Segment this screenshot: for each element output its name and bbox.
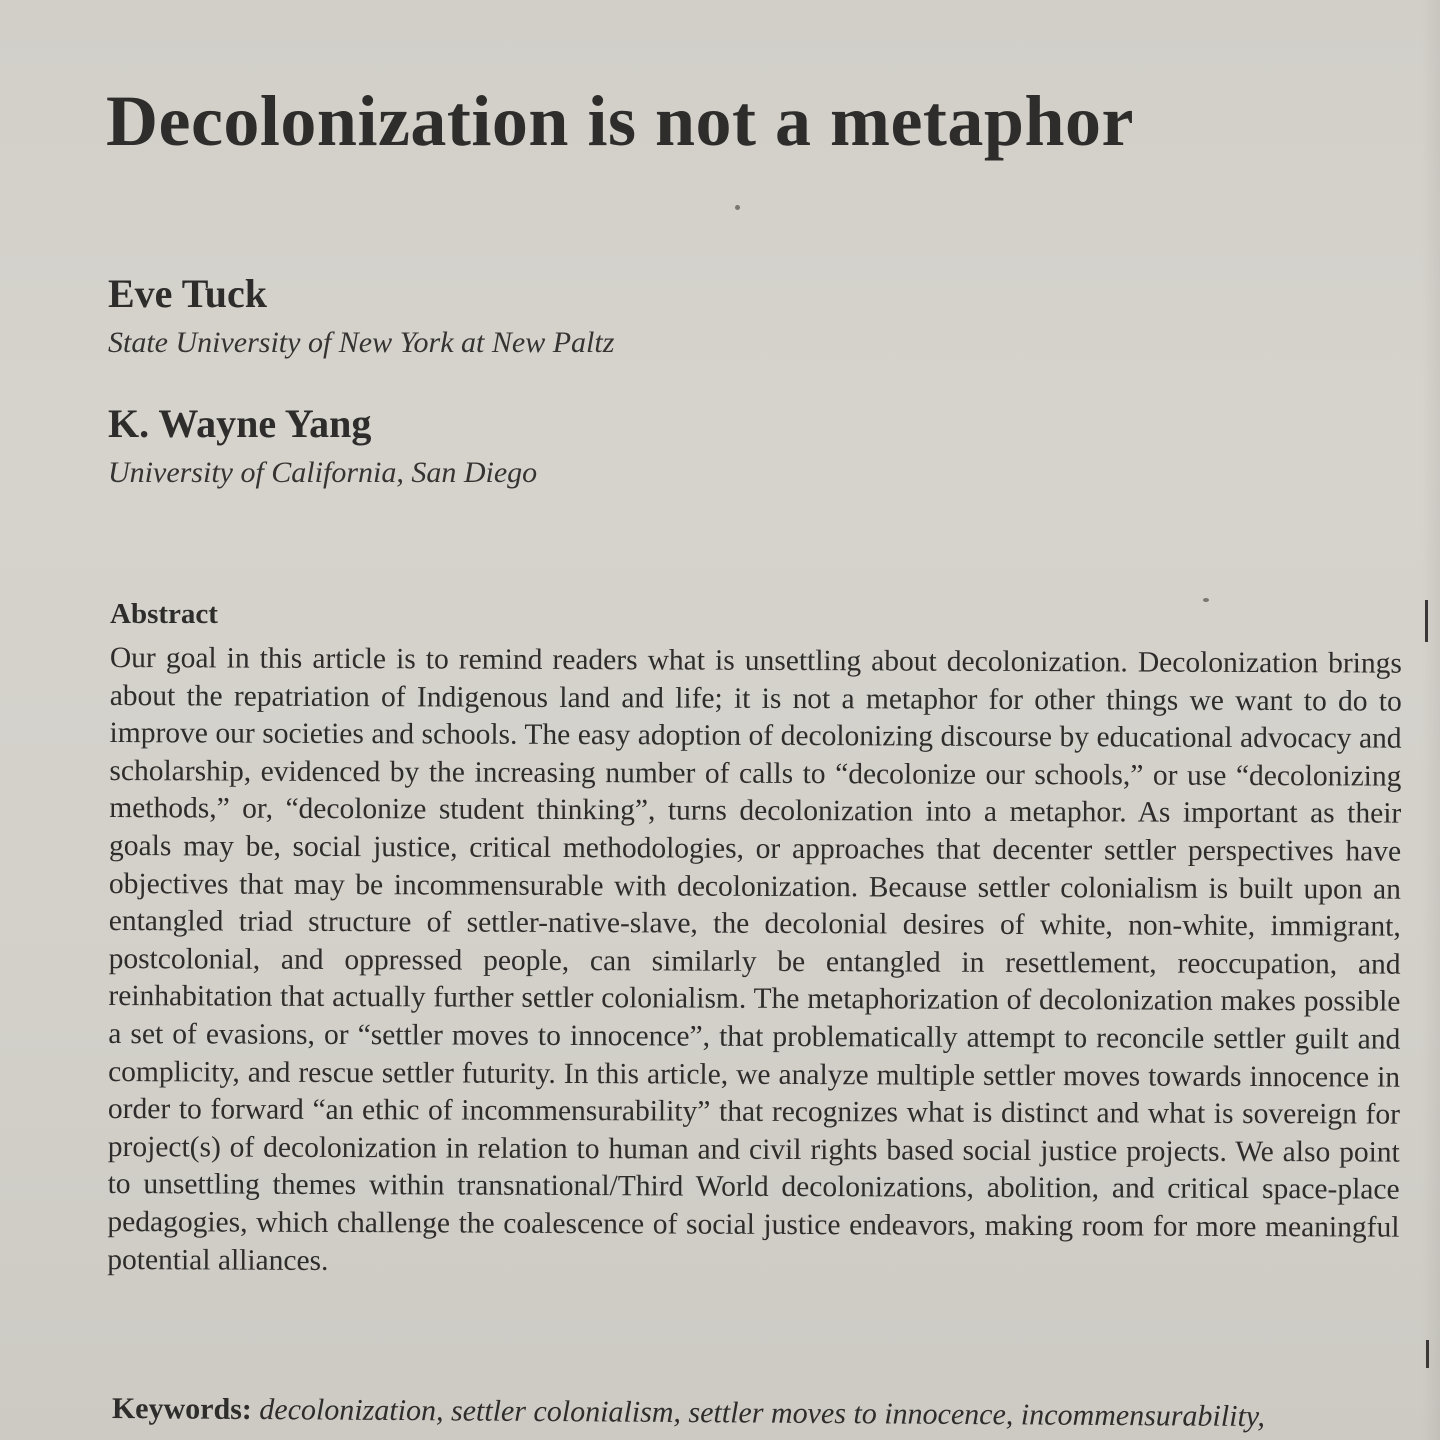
paper-speck bbox=[735, 205, 740, 210]
paper-speck bbox=[1203, 598, 1209, 602]
paper-title: Decolonization is not a metaphor bbox=[106, 81, 1134, 161]
keywords-list: decolonization, settler colonialism, settler moves to innocence, incommensurability, bbox=[259, 1393, 1266, 1434]
author-affiliation-2: University of California, San Diego bbox=[108, 456, 538, 489]
keywords-line bbox=[112, 1392, 1440, 1435]
keywords-label: Keywords: bbox=[111, 1392, 252, 1426]
author-affiliation-1: State University of New York at New Paltz bbox=[108, 326, 615, 359]
abstract-heading: Abstract bbox=[110, 598, 218, 630]
abstract-body: Our goal in this article is to remind readers what is unsettling about decolonization. Decolonization brings about the repatriation of Indigenous land and life; it is not a metaphor for other things we want to do to improve our societies and schools. The easy adoption of decolonizing discourse by educational advocacy and scholarship, evidenced by the increasing number of calls to “decolonize our schools,” or use “decolonizing methods,” or, “decolonize student thinking”, turns decolonization into a metaphor. As important as their goals may be, social justice, critical methodologies, or approaches that decenter settler perspectives have objectives that may be incommensurable with decolonization. Because settler colonialism is built upon an entangled triad structure of settler-native-slave, the decolonial desires of white, non-white, immigrant, postcolonial, and oppressed people, can similarly be entangled in resettlement, reoccupation, and reinhabitation that actually further settler colonialism. The metaphorization of decolonization makes possible a set of evasions, or “settler moves to innocence”, that problematically attempt to reconcile settler guilt and complicity, and rescue settler futurity. In this article, we analyze multiple settler moves towards innocence in order to forward “an ethic of incommensurability” that recognizes what is distinct and what is sovereign for project(s) of decolonization in relation to human and civil rights based social justice projects. We also point to unsettling themes within transnational/Third World decolonizations, abolition, and critical space-place pedagogies, which challenge the coalescence of social justice endeavors, making room for more meaningful potential alliances. bbox=[107, 642, 1402, 1277]
author-name-2: K. Wayne Yang bbox=[108, 401, 372, 446]
page-edge-shadow bbox=[1422, 0, 1440, 1440]
author-name-1: Eve Tuck bbox=[108, 271, 267, 316]
